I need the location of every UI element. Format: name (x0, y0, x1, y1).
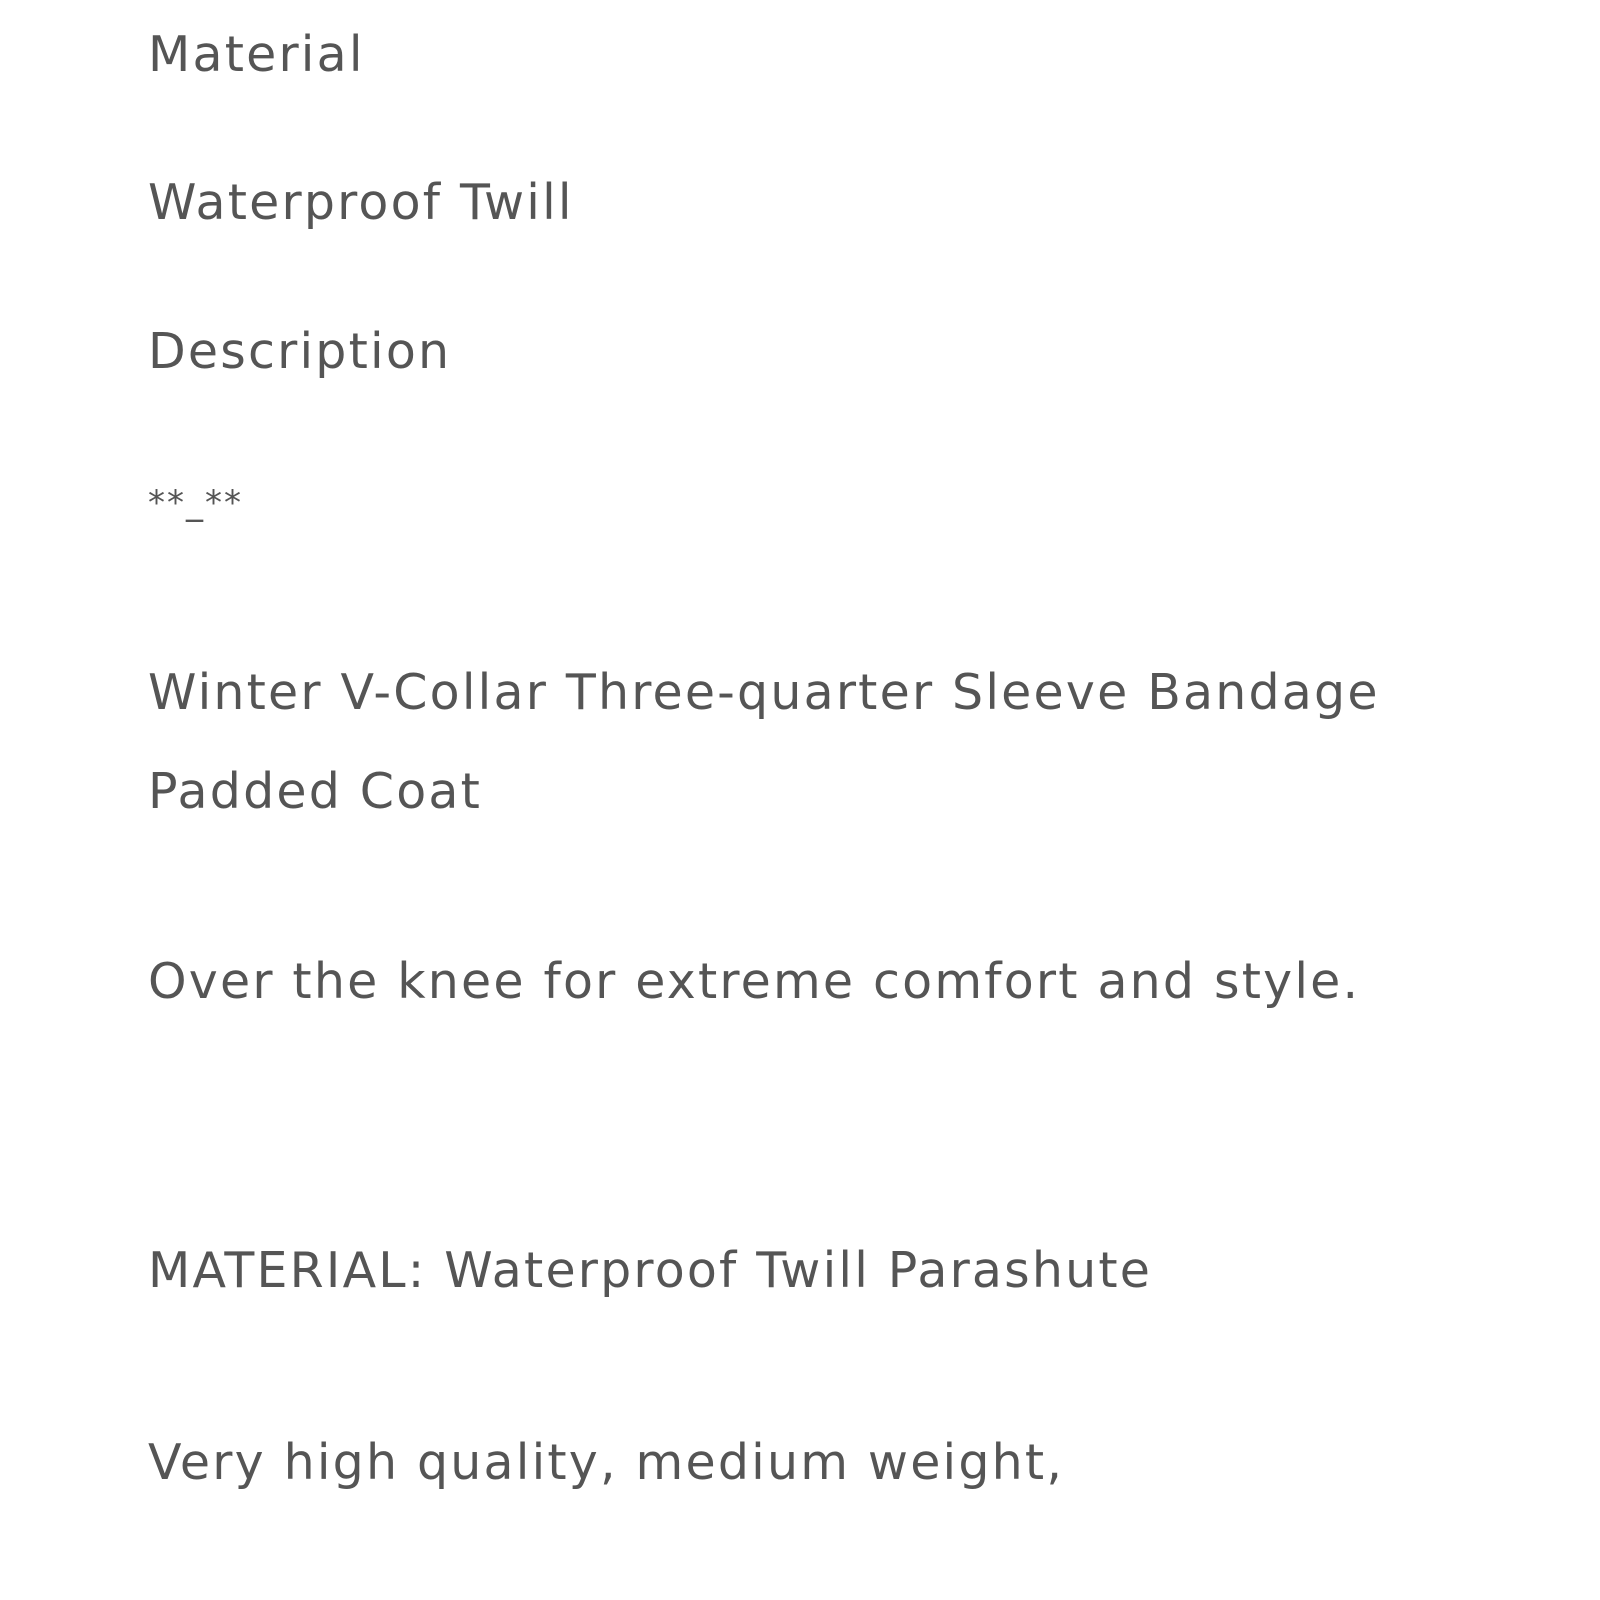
product-tagline: Over the knee for extreme comfort and style. (148, 953, 1361, 1010)
description-separator: **_** (148, 483, 243, 523)
product-title: Winter V-Collar Three-quarter Sleeve Bandage Padded Coat (148, 664, 1380, 820)
material-heading: Material (148, 26, 365, 83)
material-value: Waterproof Twill (148, 174, 574, 231)
material-detail: MATERIAL: Waterproof Twill Parashute (148, 1242, 1153, 1299)
quality-detail: Very high quality, medium weight, (148, 1434, 1065, 1491)
description-heading: Description (148, 323, 452, 380)
